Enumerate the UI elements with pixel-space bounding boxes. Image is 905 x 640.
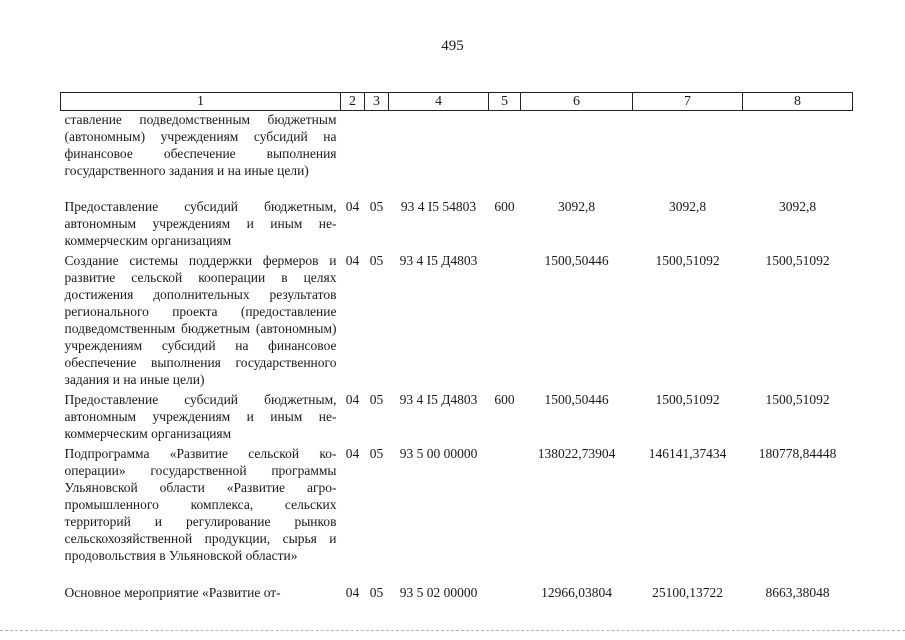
row-amount-8: 3092,8 [778,199,817,214]
table-row [61,250,853,389]
header-col-2: 2 [341,93,365,111]
row-amount-7: 25100,13722 [652,585,723,600]
row-amount-7: 1500,51092 [655,392,720,407]
header-col-6: 6 [521,93,633,111]
row-subsection [365,111,389,197]
header-row [61,93,853,111]
table-row [61,443,853,582]
row-expense-type [489,250,521,389]
budget-table [60,92,853,602]
row-name: Создание системы поддержки фермеров и развитие сельской кооперации в целях достижения дополнительных результатов регионального проекта (предоставление подведомственным бюджетным (автономным) учреждениям субсидий на финансовое обеспечение выполнения государственного задания и на иные цели) [64,253,337,387]
table-row [61,196,853,250]
row-expense-type [489,443,521,582]
row-amount-7: 3092,8 [668,199,707,214]
row-subsection: 05 [369,253,384,268]
row-section [341,111,365,197]
row-name: Подпрограмма «Развитие сельской кооперации» государственной программы Ульяновской области «Развитие агропромышленного комплекса, сельских территорий и регулирование рынков сельскохозяйственной продукции, сырья и продовольствия в Ульяновской области» [64,446,337,563]
row-amount-7: 146141,37434 [648,446,727,461]
row-amount-6: 3092,8 [557,199,596,214]
header-col-8: 8 [743,93,853,111]
row-section: 04 [345,446,360,461]
row-section: 04 [345,199,360,214]
row-expense-type [489,111,521,197]
row-target-code [389,111,489,197]
row-target-code: 93 5 00 00000 [399,446,478,461]
row-target-code: 93 4 I5 Д4803 [399,253,478,268]
row-amount-8: 1500,51092 [765,253,830,268]
row-subsection: 05 [369,446,384,461]
row-amount-8: 8663,38048 [765,585,830,600]
row-amount-6 [521,111,633,197]
page-number: 495 [441,38,464,54]
row-amount-8 [743,111,853,197]
row-name: Предоставление субсидий бюджетным, автономным учреждениям и иным некоммерческим организациям [64,392,337,441]
page-bottom-divider [0,630,905,631]
header-col-4: 4 [389,93,489,111]
row-expense-type: 600 [494,392,515,407]
row-amount-6: 1500,50446 [544,392,609,407]
row-name: Основное мероприятие «Развитие от- [64,585,281,600]
row-expense-type: 600 [494,199,515,214]
row-name: Предоставление субсидий бюджетным, автономным учреждениям и иным некоммерческим организациям [64,199,337,248]
row-amount-8: 180778,84448 [758,446,837,461]
row-name: ставление подведомственным бюджетным (автономным) учреждениям субсидий на финансовое обеспечение выполнения государственного задания и на иные цели) [64,112,337,178]
row-amount-6: 138022,73904 [537,446,616,461]
table-header [61,93,853,111]
header-col-5: 5 [489,93,521,111]
row-amount-6: 12966,03804 [541,585,612,600]
row-expense-type [489,582,521,602]
table-body [61,111,853,603]
row-section: 04 [345,253,360,268]
row-target-code: 93 4 I5 54803 [400,199,477,214]
row-target-code: 93 5 02 00000 [399,585,478,600]
row-amount-8: 1500,51092 [765,392,830,407]
header-col-7: 7 [633,93,743,111]
row-subsection: 05 [369,392,384,407]
row-subsection: 05 [369,585,384,600]
row-amount-7: 1500,51092 [655,253,720,268]
row-subsection: 05 [369,199,384,214]
header-col-1: 1 [61,93,341,111]
row-amount-6: 1500,50446 [544,253,609,268]
table-row [61,111,853,197]
table-row [61,389,853,443]
row-amount-7 [633,111,743,197]
row-target-code: 93 4 I5 Д4803 [399,392,478,407]
row-section: 04 [345,392,360,407]
header-col-3: 3 [365,93,389,111]
table-row [61,582,853,602]
row-section: 04 [345,585,360,600]
